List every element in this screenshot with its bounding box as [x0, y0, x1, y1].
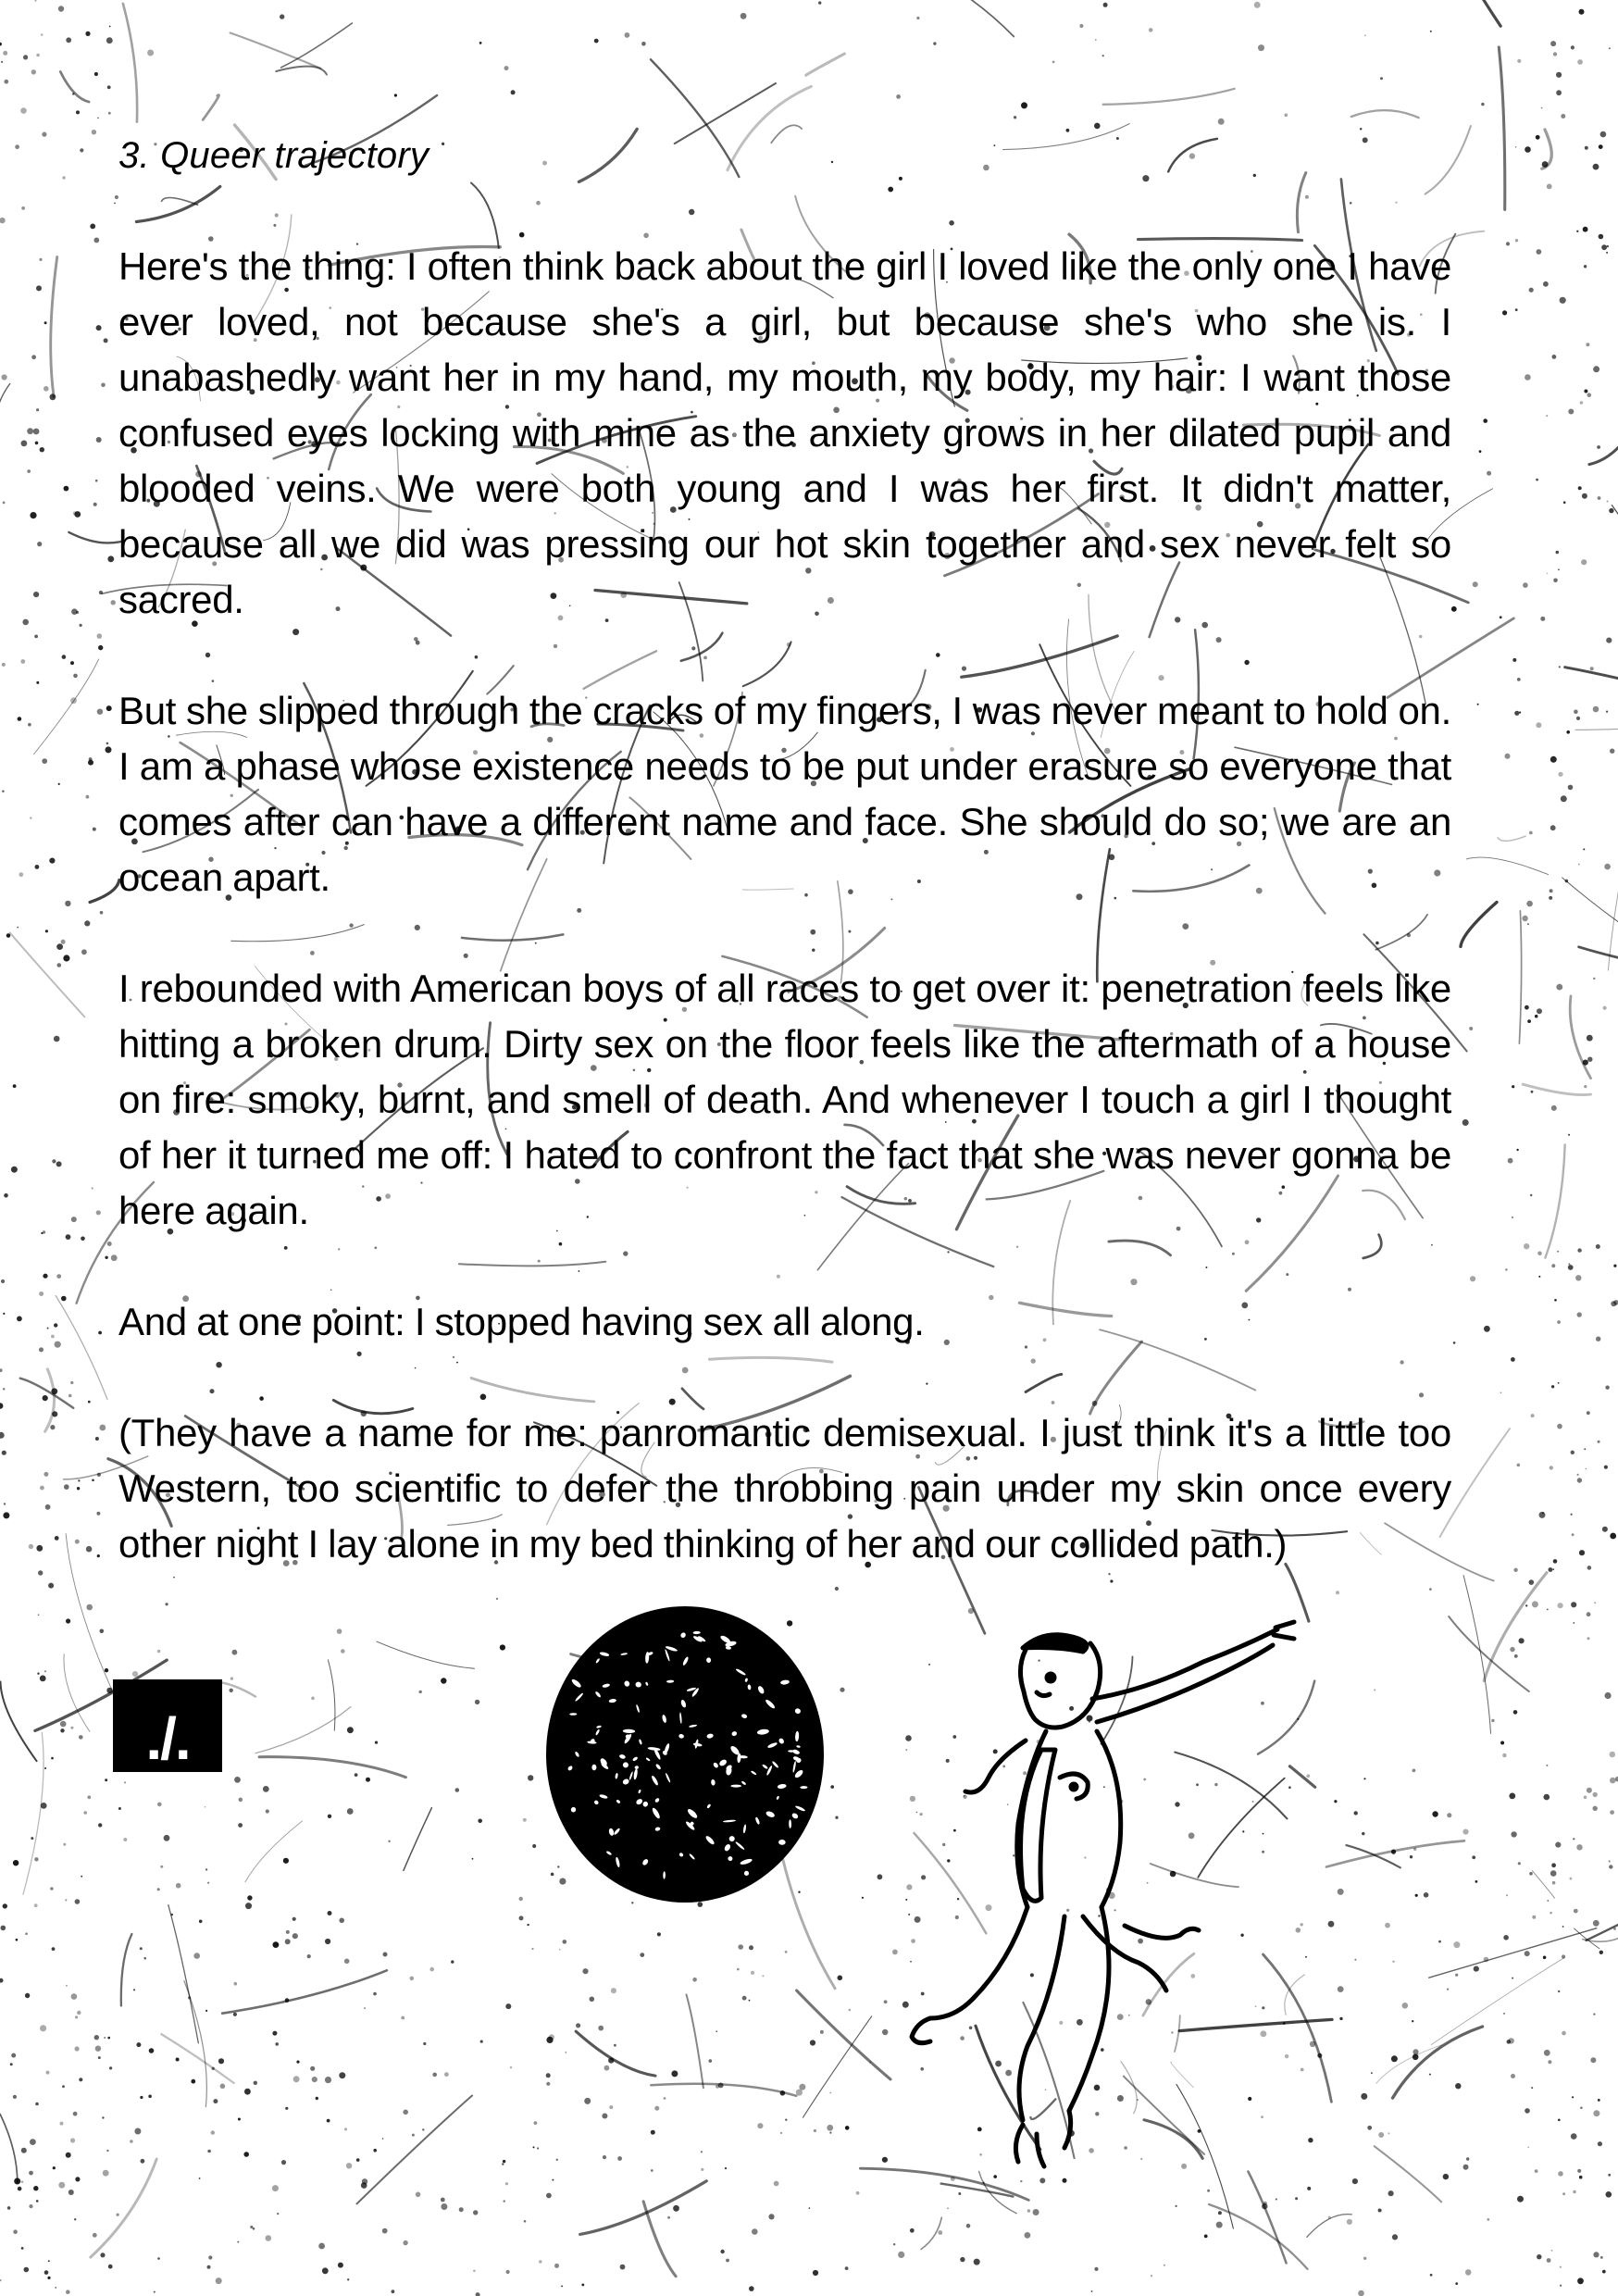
paragraph-1: Here's the thing: I often think back about the girl I loved like the only one I have ever loved, not because she's a girl, but because she's who she is. I unabashedly want her in my hand, my mouth, my body, my hair: I want those confused eyes locking with mine as the anxiety grows in her dilated pupil and blooded veins. We were both young and I was her first. It didn't matter, because all we did was pressing our hot skin together and sex never felt so sacred.: [118, 244, 1451, 621]
dancing-figure-drawing: [912, 1622, 1294, 2166]
section-heading: 3. Queer trajectory: [118, 135, 429, 176]
paragraph-3: I rebounded with American boys of all races to get over it: penetration feels like hitting a broken drum. Dirty sex on the floor feels like the aftermath of a house on fire: smoky, burnt, and smell of death. And whenever I touch a girl I thought of her it turned me off: I hated to confront the fact that she was never gonna be here again.: [118, 967, 1451, 1232]
black-sphere-drawing: [546, 1606, 824, 1903]
illustration: [518, 1592, 1351, 2296]
paragraph-2: But she slipped through the cracks of my fingers, I was never meant to hold on. I am a phase whose existence needs to be put under erasure so everyone that comes after can have a different name and face. She should do so; we are an ocean apart.: [118, 689, 1451, 899]
body-text: [118, 239, 1451, 1572]
logo-mark: ./.: [113, 1679, 222, 1772]
paragraph-4: And at one point: I stopped having sex all along.: [118, 1300, 925, 1343]
paragraph-5: (They have a name for me: panromantic demisexual. I just think it's a little too Western, too scientific to defer the throbbing pain under my skin once every other night I lay alone in my bed thinking of her and our collided path.): [118, 1411, 1451, 1566]
